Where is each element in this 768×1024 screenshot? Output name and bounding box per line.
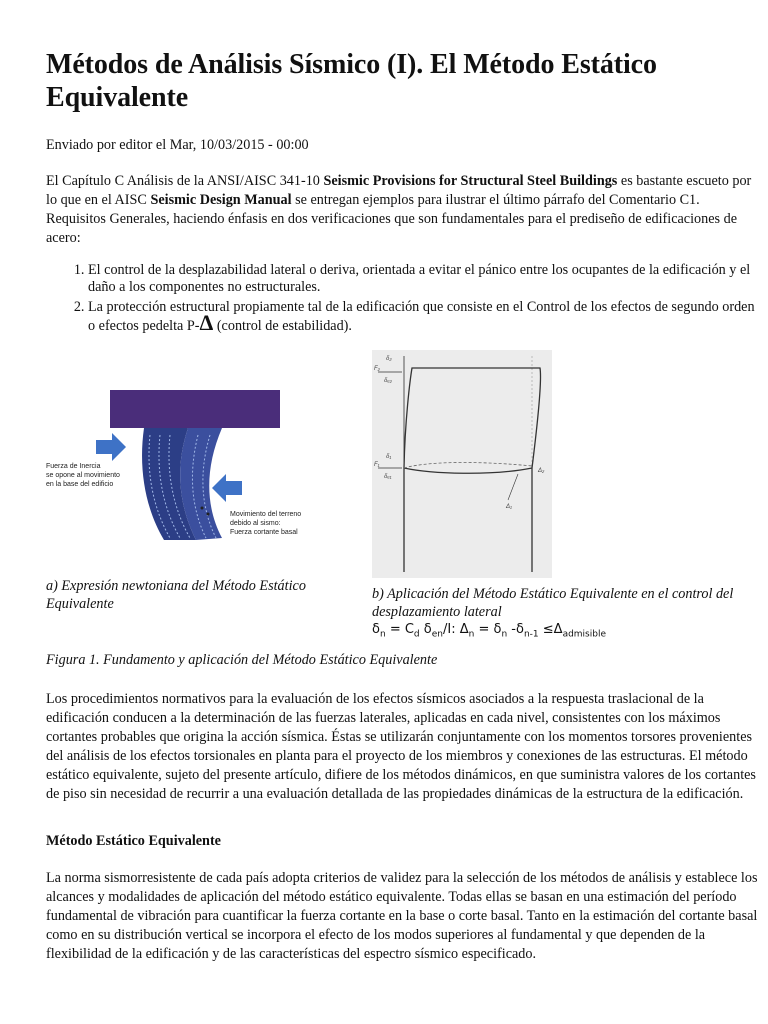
list-item-text: La protección estructural propiamente tal de la edificación que consiste en el Control de los efectos de segundo orden o efectos pedelta P- <box>88 299 755 334</box>
ground-arrow <box>212 474 242 502</box>
page-title: Métodos de Análisis Sísmico (I). El Método Estático Equivalente <box>46 49 657 113</box>
svg-text:F₂: F₂ <box>374 366 380 372</box>
svg-text:Δ₂: Δ₂ <box>538 468 545 474</box>
figure-a-image <box>46 390 316 550</box>
svg-text:Δ₁: Δ₁ <box>506 504 512 510</box>
caption-a: a) Expresión newtoniana del Método Estático Equivalente <box>46 578 306 612</box>
delta-symbol: Δ <box>199 310 214 335</box>
inertia-label-3: en la base del edificio <box>46 481 114 488</box>
svg-text:δₑ₂: δₑ₂ <box>384 378 392 384</box>
intro-text-3: se entregan ejemplos para ilustrar el último párrafo del Comentario C1. Requisitos Generales, haciendo énfasis en dos verificaciones que son fundamentales para el prediseño de edificaciones de acero: <box>46 192 737 246</box>
figure-b-image <box>372 350 552 578</box>
body-paragraph: Los procedimientos normativos para la evaluación de los efectos sísmicos asociados a la respuesta traslacional de la edificación conducen a la determinación de las fuerzas laterales, aplicadas en cada nivel, consistentes con los máximos cortantes probables que origina la acción sísmica. Éstas se utilizarán conjuntamente con los momentos torsores provenientes del análisis de los efectos torsionales en planta para el proyecto de los miembros y conexiones de las estructuras. El método estático equivalente, sujeto del presente artículo, difiere de los métodos dinámicos, en que suministra valores de los cortantes de piso sin necesidad de recurrir a una evaluación detallada de las propiedades dinámicas de la estructura de la edificación. <box>46 691 756 802</box>
post-meta: Enviado por editor el Mar, 10/03/2015 - 00:00 <box>46 137 309 153</box>
drift-formula: $\delta_n = C_d$ $\delta_{en}/I$: $\Delta_n = \delta_n$ $-\delta_{n-1} \le\Delta_{admisible}$ <box>372 622 606 640</box>
svg-text:F₁: F₁ <box>374 462 380 468</box>
section-heading: Método Estático Equivalente <box>46 833 221 849</box>
ground-label-1: Movimiento del terreno <box>230 511 302 518</box>
body-paragraph-2: La norma sismorresistente de cada país adopta criterios de validez para la selección de los métodos de análisis y establece los alcances y modalidades de aplicación del método estático equivalente. Todas ellas se basan en una estimación del período fundamental de vibración para cuantificar la fuerza cortante en la base o corte basal. Tanto en la estimación del cortante basal como en su distribución vertical se incorpora el efecto de los modos superiores al fundamental y que dependen de la flexibilidad de la edificación y de las características del espectro sísmico especificado. <box>46 870 758 962</box>
inertia-label-2: se opone al movimiento <box>46 472 120 479</box>
ground-label-3: Fuerza cortante basal <box>230 529 298 536</box>
ground-label-2: debido al sismo: <box>230 520 281 527</box>
list-item <box>88 299 764 335</box>
figure-caption: Figura 1. Fundamento y aplicación del Método Estático Equivalente <box>46 652 438 668</box>
intro-bold-manual: Seismic Design Manual <box>150 192 292 208</box>
intro-text-2: es bastante escueto por lo que en el AISC <box>46 173 752 208</box>
list-item: 1. El control de la desplazabilidad lateral o deriva, orientada a evitar el pánico entre los ocupantes de la edificación y el daño a los componentes no estructurales. <box>88 262 764 296</box>
svg-text:δₑ₁: δₑ₁ <box>384 474 392 480</box>
roof-slab <box>110 390 280 428</box>
intro-paragraph <box>46 172 762 248</box>
intro-bold-title: Seismic Provisions for Structural Steel Buildings <box>323 173 618 189</box>
inertia-arrow <box>96 433 126 461</box>
inertia-label-1: Fuerza de Inercia <box>46 463 101 470</box>
verification-list <box>46 262 764 338</box>
svg-text:δ₂: δ₂ <box>386 356 392 362</box>
list-item-text-end: (control de estabilidad). <box>213 318 352 334</box>
caption-b: b) Aplicación del Método Estático Equivalente en el control del desplazamiento lateral <box>372 586 734 620</box>
svg-text:δ₁: δ₁ <box>386 454 392 460</box>
intro-text-1: El Capítulo C Análisis de la ANSI/AISC 341-10 <box>46 173 324 189</box>
frame-background <box>372 350 552 578</box>
